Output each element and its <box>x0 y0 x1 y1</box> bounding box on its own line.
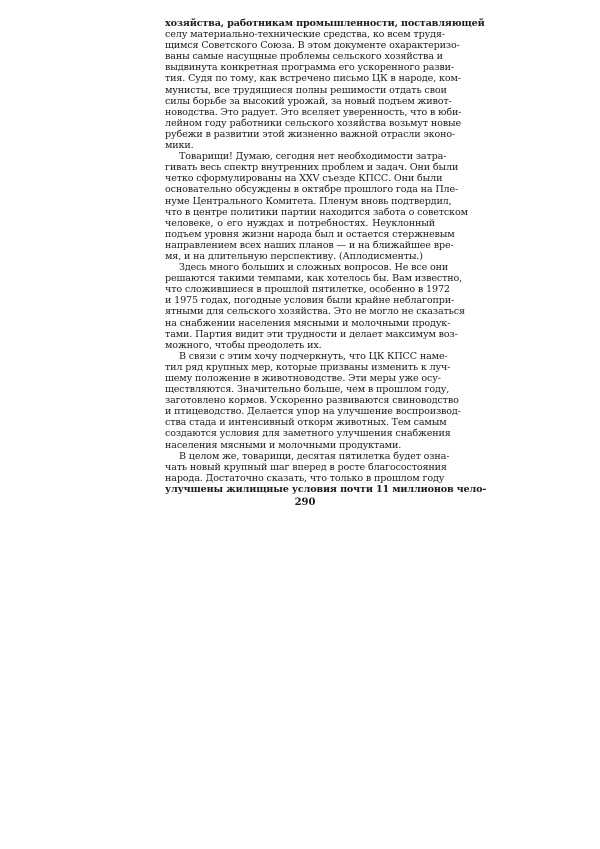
paragraph <box>165 151 468 262</box>
text-line: населения мясными и молочными продуктами. <box>165 439 402 451</box>
paragraph <box>165 450 487 495</box>
paragraph <box>165 18 485 152</box>
text-line: что в центре политики партии находится забота о советском <box>165 206 468 218</box>
text-line: тами. Партия видит эти трудности и делает максимум воз- <box>165 328 458 340</box>
text-line: В связи с этим хочу подчеркнуть, что ЦК КПСС наме- <box>179 350 448 362</box>
text-line: хозяйства, работникам промышленности, поставляющей <box>165 18 485 29</box>
paragraph <box>165 262 465 351</box>
text-line: тия. Судя по тому, как встречено письмо ЦК в народе, ком- <box>165 73 461 85</box>
text-line: четко сформулированы на XXV съезде КПСС. Они были <box>165 173 443 185</box>
text-line: основательно обсуждены в октябре прошлого года на Пле- <box>165 184 459 196</box>
text-line: Товарищи! Думаю, сегодня нет необходимости затра- <box>179 151 447 163</box>
text-line: что сложившиеся в прошлой пятилетке, особенно в 1972 <box>165 284 450 296</box>
text-line: можного, чтобы преодолеть их. <box>165 339 322 351</box>
text-line: решаются такими темпами, как хотелось бы. Вам известно, <box>165 273 463 285</box>
text-line: лейном году работники сельского хозяйства возьмут новые <box>165 117 462 129</box>
page-text-body <box>165 18 487 495</box>
text-line: на снабжении населения мясными и молочными продук- <box>165 317 451 329</box>
text-line: ваны самые насущные проблемы сельского хозяйства и <box>165 51 443 63</box>
text-line: шему положение в животноводстве. Эти меры уже осу- <box>165 373 441 384</box>
text-line: щимся Советского Союза. В этом документе охарактеризо- <box>165 40 460 52</box>
text-line: Здесь много больших и сложных вопросов. Не все они <box>179 262 449 274</box>
text-line: чать новый крупный шаг вперед в росте благосостояния <box>165 461 447 473</box>
text-line: создаются условия для заметного улучшения снабжения <box>165 428 451 440</box>
text-line: и 1975 годах, погодные условия были крайне неблагопри- <box>165 295 455 307</box>
paragraph <box>165 350 461 451</box>
text-line: ства стада и интенсивный откорм животных. Тем самым <box>165 417 447 429</box>
text-line: ятными для сельского хозяйства. Это не могло не сказаться <box>165 306 465 318</box>
text-line: тил ряд крупных мер, которые призваны изменить к луч- <box>165 361 451 373</box>
text-line: мики. <box>165 140 194 152</box>
text-line: рубежи в развитии этой жизненно важной отрасли эконо- <box>165 128 456 140</box>
text-line: направлением всех наших планов — и на ближайшее вре- <box>165 239 454 251</box>
text-line: нуме Центрального Комитета. Пленум вновь подтвердил, <box>165 195 452 207</box>
text-line: народа. Достаточно сказать, что только в прошлом году <box>165 472 445 484</box>
text-line: и птицеводство. Делается упор на улучшение воспроизвод- <box>165 406 461 418</box>
text-line: ществляются. Значительно больше, чем в прошлом году, <box>165 384 450 396</box>
text-line: мя, и на длительную перспективу. (Аплодисменты.) <box>165 250 423 262</box>
text-line: гивать весь спектр внутренних проблем и задач. Они были <box>165 162 459 174</box>
text-line: селу материально-технические средства, ко всем трудя- <box>165 29 445 41</box>
page-number: 290 <box>294 497 316 508</box>
text-line: человеке, о его нуждах и потребностях. Неуклонный <box>165 217 435 229</box>
text-line: новодства. Это радует. Это вселяет уверенность, что в юби- <box>165 106 462 118</box>
text-line: В целом же, товарищи, десятая пятилетка будет озна- <box>179 450 450 462</box>
text-line: улучшены жилищные условия почти 11 миллионов чело- <box>165 483 487 495</box>
text-line: силы борьбе за высокий урожай, за новый подъем живот- <box>165 95 452 107</box>
text-line: мунисты, все трудящиеся полны решимости отдать свои <box>165 84 447 96</box>
text-line: выдвинута конкретная программа его ускоренного разви- <box>165 62 454 74</box>
text-line: заготовлено кормов. Ускоренно развиваются свиноводство <box>165 395 459 407</box>
text-line: подъем уровня жизни народа был и остается стержневым <box>165 228 455 240</box>
